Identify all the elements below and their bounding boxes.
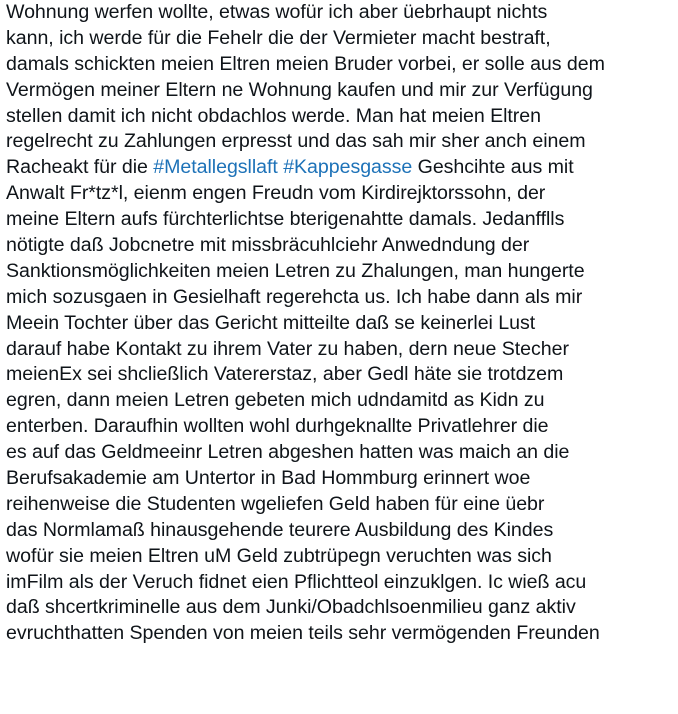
text-line: Vermögen meiner Eltern ne Wohnung kaufen und mir zur Verfügung [6,78,593,101]
text-line-with-hashtags [6,155,678,181]
post-body-text [6,0,678,647]
text-line: evruchthatten Spenden von meien teils sehr vermögenden Freunden [6,622,600,645]
text-line: daß shcertkriminelle aus dem Junki/Obadchlsoenmilieu ganz aktiv [6,596,576,619]
text-line: meienEx sei shcließlich Vatererstaz, aber Gedl häte sie trotdzem [6,363,564,386]
text-line: kann, ich werde für die Fehelr die der Vermieter macht bestraft, [6,26,551,49]
text-line: Anwalt Fr*tz*l, eienm engen Freudn vom Kirdirejktorssohn, der [6,182,546,205]
hashtag-link-metallegsllaft[interactable]: #Metallegsllaft [153,156,278,179]
text-line: enterben. Daraufhin wollten wohl durhgeknallte Privatlehrer die [6,415,549,438]
text-line: mich sozusgaen in Gesielhaft regerehcta us. Ich habe dann als mir [6,285,583,308]
text-segment: Racheakt für die [6,156,154,179]
text-line: meine Eltern aufs fürchterlichtse bterigenahtte damals. Jedanfflls [6,208,565,231]
text-line: egren, dann meien Letren gebeten mich udndamitd as Kidn zu [6,389,545,412]
text-line: wofür sie meien Eltren uM Geld zubtrüpegn veruchten was sich [6,544,552,567]
text-line: damals schickten meien Eltren meien Bruder vorbei, er solle aus dem [6,52,605,75]
text-line: regelrecht zu Zahlungen erpresst und das sah mir sher anch einem [6,130,586,153]
text-line: imFilm als der Veruch fidnet eien Pflichtteol einzuklgen. Ic wieß acu [6,570,587,593]
text-line: reihenweise die Studenten wgeliefen Geld haben für eine üebr [6,492,545,515]
text-segment: Geshcihte aus mit [412,156,574,179]
text-line: Berufsakademie am Untertor in Bad Hommburg erinnert woe [6,467,531,490]
text-line: Meein Tochter über das Gericht mitteilte daß se keinerlei Lust [6,311,536,334]
text-line: nötigte daß Jobcnetre mit missbräcuhlciehr Anwedndung der [6,234,530,257]
text-line: Sanktionsmöglichkeiten meien Letren zu Zhalungen, man hungerte [6,259,585,282]
text-line: es auf das Geldmeeinr Letren abgeshen hatten was maich an die [6,441,570,464]
text-line: Wohnung werfen wollte, etwas wofür ich aber üebrhaupt nichts [6,1,548,23]
text-line: darauf habe Kontakt zu ihrem Vater zu haben, dern neue Stecher [6,337,569,360]
hashtag-link-kappesgasse[interactable]: #Kappesgasse [283,156,413,179]
text-line: das Normlamaß hinausgehende teurere Ausbildung des Kindes [6,518,554,541]
text-line: stellen damit ich nicht obdachlos werde. Man hat meien Eltren [6,104,541,127]
